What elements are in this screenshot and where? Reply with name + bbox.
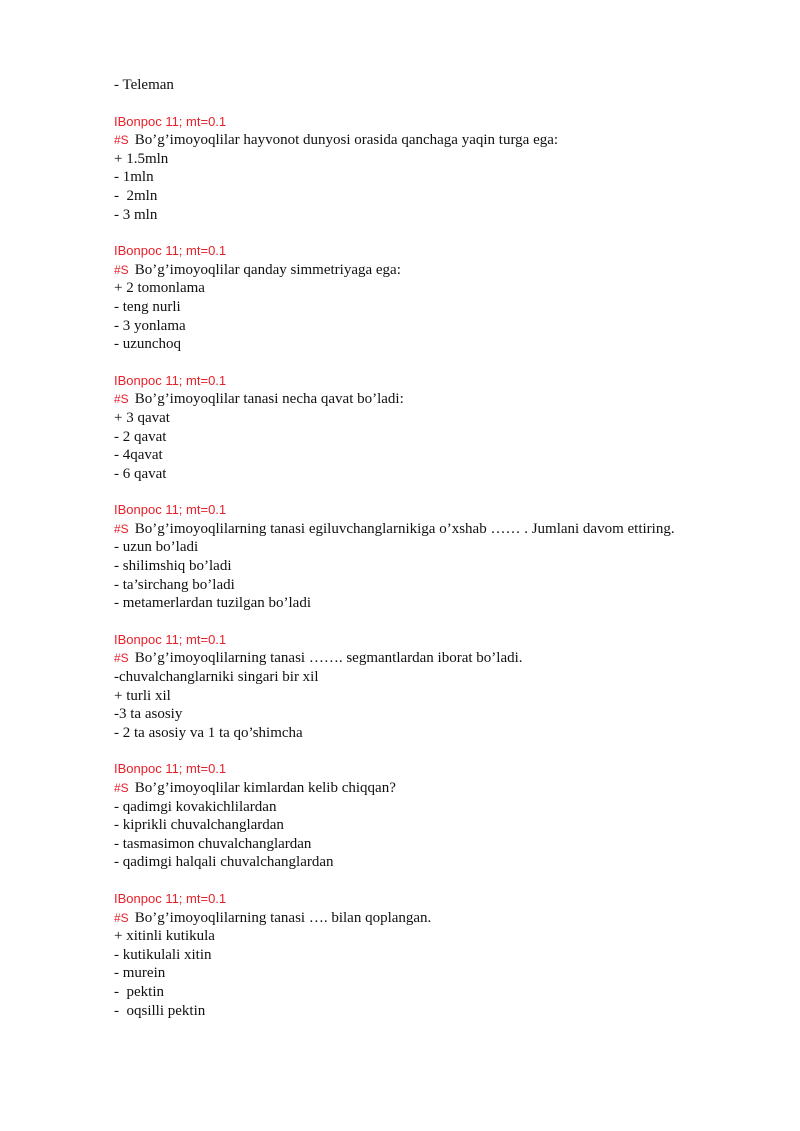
answer-option: - pektin [114,983,164,1000]
question-block [114,631,784,743]
question-text: Bo’g’imoyoqlilarning tanasi egiluvchanglarnikiga o’xshab …… . Jumlani davom ettiring. [134,520,675,537]
question-tag: #S [114,521,129,536]
answer-option: - oqsilli pektin [114,1002,206,1019]
answer-option: - shilimshiq bo’ladi [114,558,232,575]
question-line [114,779,784,798]
question-block [114,760,784,872]
question-tag: #S [114,392,129,407]
answer-option: + 2 tomonlama [114,280,205,297]
question-tag: #S [114,781,129,795]
answer-option: - teng nurli [114,298,181,315]
answer-option: - 2 qavat [114,428,167,445]
question-block [114,242,784,354]
answer-option: + 3 qavat [114,409,170,426]
question-block [114,372,784,484]
question-line [114,649,784,668]
question-list [114,113,784,1021]
answer-option: - metamerlardan tuzilgan bo’ladi [114,595,311,612]
answer-option: - qadimgi kovakichlilardan [114,798,277,815]
question-line [114,520,784,539]
answer-option: - 2mln [114,187,158,204]
answer-option: - 3 yonlama [114,317,186,334]
answer-option: -3 ta asosiy [114,706,183,723]
question-header: IBonpoc 11; mt=0.1 [114,631,227,647]
answer-option: + 1.5mln [114,150,169,167]
answer-option: - 3 mln [114,206,158,223]
question-line [114,131,784,150]
answer-option: -chuvalchanglarniki singari bir xil [114,669,319,686]
question-text: Bo’g’imoyoqlilar hayvonot dunyosi orasida qanchaga yaqin turga ega: [134,132,559,149]
answer-option: - uzunchoq [114,336,182,353]
question-block [114,501,784,613]
answer-option: - uzun bo’ladi [114,539,199,556]
question-tag: #S [114,651,129,666]
answer-option: - 4qavat [114,447,163,464]
question-text: Bo’g’imoyoqlilar kimlardan kelib chiqqan? [134,780,396,796]
answer-option: + xitinli kutikula [114,928,215,945]
question-line [114,390,784,409]
answer-option: - tasmasimon chuvalchanglardan [114,835,312,852]
question-header: IBonpoc 11; mt=0.1 [114,761,227,777]
question-text: Bo’g’imoyoqlilar qanday simmetriyaga ega: [134,261,401,278]
answer-option: - 6 qavat [114,465,167,482]
answer-option: + turli xil [114,687,171,704]
question-header: IBonpoc 11; mt=0.1 [114,890,227,906]
question-header: IBonpoc 11; mt=0.1 [114,502,227,518]
answer-option: - murein [114,965,166,982]
document-page [114,76,784,1020]
question-tag: #S [114,133,129,148]
answer-option: - 2 ta asosiy va 1 ta qo’shimcha [114,724,303,741]
question-text: Bo’g’imoyoqlilarning tanasi ……. segmantlardan iborat bo’ladi. [134,650,523,667]
leading-answer-line: - Teleman [114,77,174,93]
question-header: IBonpoc 11; mt=0.1 [114,372,227,388]
answer-option: - kutikulali xitin [114,946,212,963]
question-header: IBonpoc 11; mt=0.1 [114,243,227,259]
question-text: Bo’g’imoyoqlilarning tanasi …. bilan qoplangan. [134,909,432,926]
answer-option: - qadimgi halqali chuvalchanglardan [114,854,334,871]
question-block [114,890,784,1020]
question-tag: #S [114,262,129,277]
question-text: Bo’g’imoyoqlilar tanasi necha qavat bo’ladi: [134,391,404,408]
question-line [114,261,784,280]
answer-option: - 1mln [114,169,154,186]
question-header: IBonpoc 11; mt=0.1 [114,113,227,129]
question-line [114,909,784,928]
answer-option: - kiprikli chuvalchanglardan [114,817,284,834]
answer-option: - ta’sirchang bo’ladi [114,576,235,593]
question-block [114,113,784,225]
question-tag: #S [114,910,129,925]
